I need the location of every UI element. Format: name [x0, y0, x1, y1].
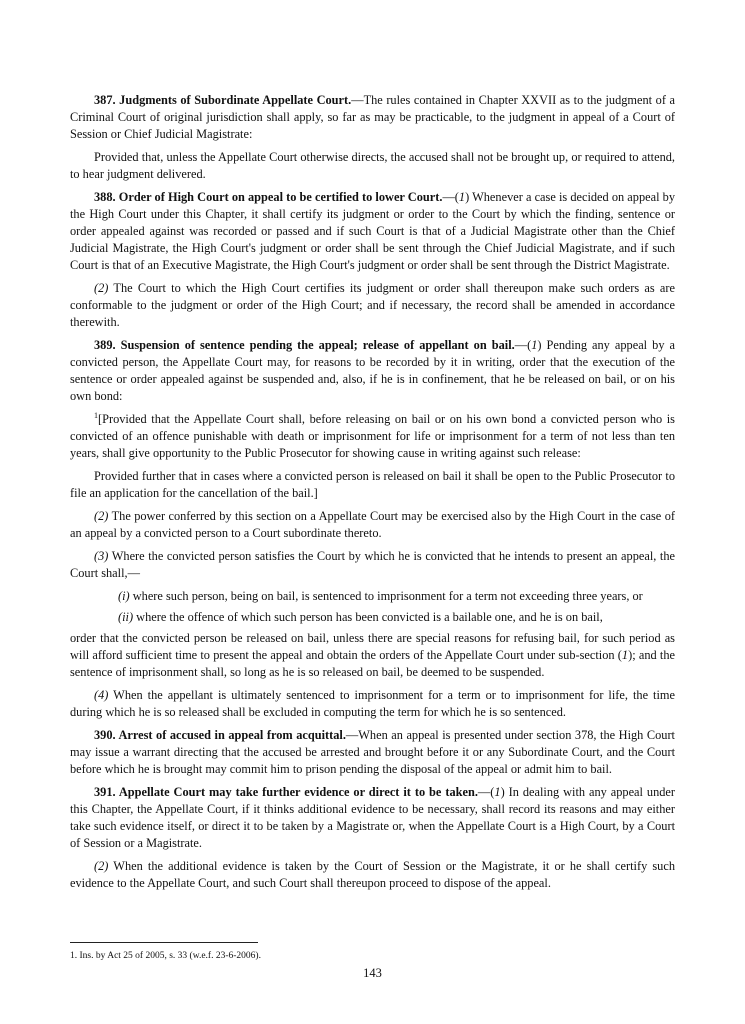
- clause-number: (i): [118, 589, 130, 603]
- section-388-heading: 388. Order of High Court on appeal to be certified to lower Court.: [94, 190, 443, 204]
- section-388-sub1-text: ) Whenever a case is decided on appeal by the High Court under this Chapter, it shall certify its judgment or order to the Court by which the finding, sentence or order appealed against was recorded or passed and if such Court is that of a Judicial Magistrate other than the Chief Judicial Magistrate, the High Court's judgment or order shall be sent through the Chief Judicial Magistrate, and if such Court is that of an Executive Magistrate, the High Court's judgment or order shall be sent through the District Magistrate.: [70, 190, 675, 272]
- subsection-number: 1: [531, 338, 538, 352]
- clause-number: (ii): [118, 610, 134, 624]
- footnote-marker: 1: [94, 410, 98, 420]
- subsection-number: 1: [458, 190, 466, 204]
- section-389-clause-ii: (ii) where the offence of which such person has been convicted is a bailable one, and he is on bail,: [118, 610, 603, 624]
- section-390-heading: 390. Arrest of accused in appeal from acquittal.: [94, 728, 346, 742]
- section-387-heading: 387. Judgments of Subordinate Appellate Court.: [94, 93, 352, 107]
- subsection-number: (3): [94, 549, 109, 563]
- section-389-sub3: (3) Where the convicted person satisfies the Court by which he is convicted that he intends to present an appeal, the Court shall,—: [70, 549, 675, 580]
- subsection-number: (2): [94, 859, 109, 873]
- section-389: 389. Suspension of sentence pending the appeal; release of appellant on bail.—(1) Pending any appeal by a convicted person, the Appellate Court may, for reasons to be recorded by it in writing, order that the execution of the sentence or order appealed against be suspended and, also, if he is in confinement, that he be released on bail, or on his own bond:: [70, 338, 676, 403]
- subsection-number: (4): [94, 688, 109, 702]
- section-389-proviso-1: $^1$[Provided that the Appellate Court shall, before releasing on bail or on his own bond a convicted person who is convicted of an offence punishable with death or imprisonment for life or imprisonment for a term of not less than ten years, shall give opportunity to the Public Prosecutor for showing cause in writing against such release:: [70, 410, 675, 460]
- section-389-sub3-tail: order that the convicted person be released on bail, unless there are special reasons for refusing bail, for such period as will afford sufficient time to present the appeal and obtain the orders of the Appellate Court under sub-section (1); and the sentence of imprisonment shall, so long as he is so released on bail, be deemed to be suspended.: [70, 631, 675, 679]
- section-388: 388. Order of High Court on appeal to be certified to lower Court.—(1) Whenever a case is decided on appeal by the High Court under this Chapter, it shall certify its judgment or order to the Court by which the finding, sentence or order appealed against was recorded or passed and if such Court is that of a Judicial Magistrate other than the Chief Judicial Magistrate, the High Court's judgment or order shall be sent through the Chief Judicial Magistrate, and if such Court is that of an Executive Magistrate, the High Court's judgment or order shall be sent through the District Magistrate.: [70, 190, 675, 272]
- section-387-text: —The rules contained in Chapter XXVII as to the judgment of a Criminal Court of original jurisdiction shall apply, so far as may be practicable, to the judgment in appeal of a Court of Session or Chief Judicial Magistrate:: [70, 93, 675, 141]
- section-389-clause-i: (i) where such person, being on bail, is sentenced to imprisonment for a term not exceeding three years, or: [118, 589, 643, 603]
- section-389-sub2: (2) The power conferred by this section on a Appellate Court may be exercised also by the High Court in the case of an appeal by a convicted person to a Court subordinate thereto.: [70, 509, 675, 540]
- section-389-sub1-text: ) Pending any appeal by a convicted person, the Appellate Court may, for reasons to be recorded by it in writing, order that the execution of the sentence or order appealed against be suspended and, also, if he is in confinement, that he be released on bail, or on his own bond:: [70, 338, 676, 403]
- section-389-heading: 389. Suspension of sentence pending the appeal; release of appellant on bail.: [94, 338, 515, 352]
- section-387: [70, 92, 675, 143]
- page-number: 143: [363, 966, 382, 980]
- footnote: 1. Ins. by Act 25 of 2005, s. 33 (w.e.f. 23-6-2006).: [70, 951, 261, 961]
- section-389-proviso-2: Provided further that in cases where a convicted person is released on bail it shall be open to the Public Prosecutor to file an application for the cancellation of the bail.]: [70, 469, 675, 500]
- subsection-number: (2): [94, 509, 109, 523]
- section-391-sub2: (2) When the additional evidence is taken by the Court of Session or the Magistrate, it or he shall certify such evidence to the Appellate Court, and such Court shall thereupon proceed to dispose of the appeal.: [70, 859, 675, 890]
- section-391-heading: 391. Appellate Court may take further evidence or direct it to be taken.: [94, 785, 478, 799]
- section-391: 391. Appellate Court may take further evidence or direct it to be taken.—(1) In dealing with any appeal under this Chapter, the Appellate Court, if it thinks additional evidence to be necessary, shall record its reasons and may either take such evidence itself, or direct it to be taken by a Magistrate or, when the Appellate Court is a High Court, by a Court of Session or a Magistrate.: [70, 785, 675, 850]
- subsection-number: (2): [94, 281, 109, 295]
- subsection-number: 1: [494, 785, 501, 799]
- section-389-sub4: (4) When the appellant is ultimately sentenced to imprisonment for a term or to imprisonment for life, the time during which he is so released shall be excluded in computing the term for which he is so sentenced.: [70, 688, 675, 719]
- section-391-sub1-text: ) In dealing with any appeal under this Chapter, the Appellate Court, if it thinks additional evidence to be necessary, shall record its reasons and may either take such evidence itself, or direct it to be taken by a Magistrate or, when the Appellate Court is a High Court, by a Court of Session or a Magistrate.: [70, 785, 675, 850]
- footnote-divider: [70, 942, 258, 943]
- section-387-proviso: Provided that, unless the Appellate Court otherwise directs, the accused shall not be brought up, or required to attend, to hear judgment delivered.: [70, 150, 675, 181]
- section-390-text: —When an appeal is presented under section 378, the High Court may issue a warrant directing that the accused be arrested and brought before it or any Subordinate Court, and the Court before which he is brought may commit him to prison pending the disposal of the appeal or admit him to bail.: [70, 728, 675, 776]
- section-390: [70, 727, 675, 778]
- section-388-sub2: (2) The Court to which the High Court certifies its judgment or order shall thereupon make such orders as are conformable to the judgment or order of the High Court; and if necessary, the record shall be amended in accordance therewith.: [70, 281, 675, 329]
- document-body: [70, 92, 675, 898]
